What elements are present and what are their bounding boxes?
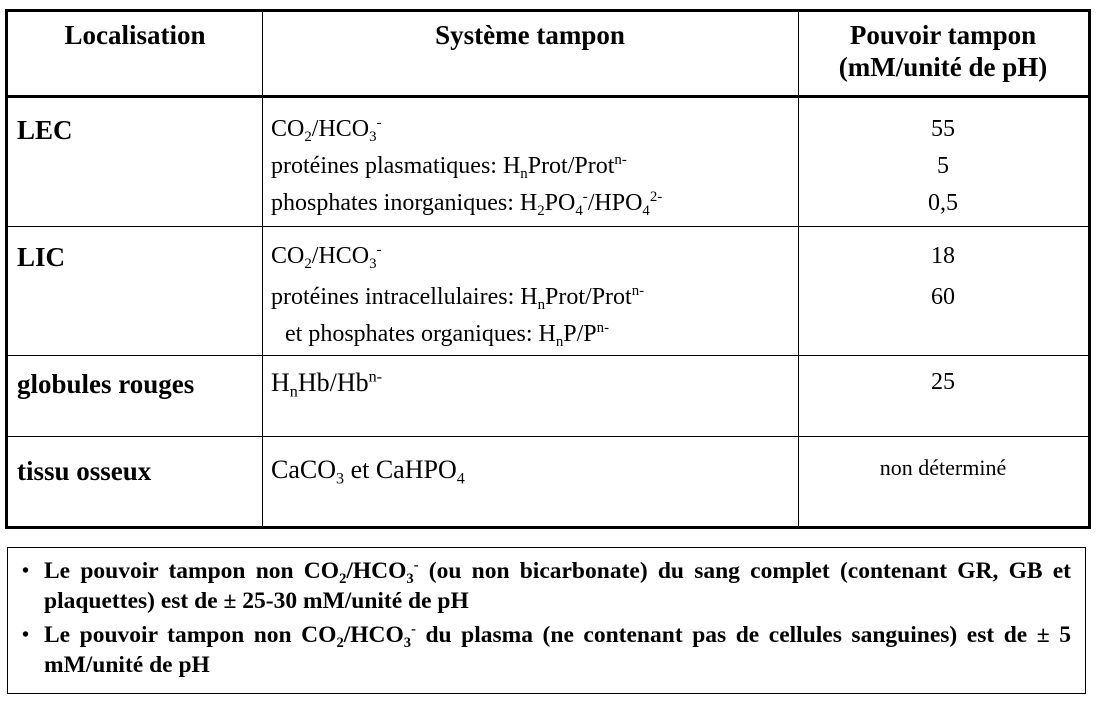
row-globules-rouges-value: 25 [931, 369, 955, 395]
header-systeme-tampon: Système tampon [435, 20, 625, 50]
bullet-icon: • [22, 560, 30, 582]
row-lic-localisation: LIC [17, 242, 66, 272]
header-divider [8, 95, 1088, 98]
row-lec-system-2: protéines plasmatiques: $H_nProt/Prot^{n-}$ [271, 152, 627, 183]
row-lec-value-3: 0,5 [928, 190, 958, 216]
row-divider-3 [8, 436, 1088, 437]
row-tissu-osseux-localisation: tissu osseux [17, 456, 152, 486]
row-lec-value-1: 55 [931, 116, 955, 142]
row-tissu-osseux-value: non déterminé [879, 455, 1007, 480]
note-item-2: • Le pouvoir tampon non $CO_2/HCO_3^-$ du plasma (ne contenant pas de cellules sanguines) est de ± 5 mM/unité de pH [22, 621, 1071, 678]
row-lic-value-2: 60 [931, 284, 955, 310]
row-lic-system-2: protéines intracellulaires: $H_nProt/Prot^{n-}$ [271, 283, 645, 314]
row-tissu-osseux-system: CaCO$_3$ et CaHPO$_4$ [271, 455, 465, 488]
row-globules-rouges-system: $H_nHb/Hb^{n-}$ [271, 368, 383, 401]
header-pouvoir-line2: (mM/unité de pH) [838, 52, 1048, 82]
note-item-1: • Le pouvoir tampon non $CO_2/HCO_3^-$ (ou non bicarbonate) du sang complet (contenant GR, GB et plaquettes) est de ± 25-30 mM/unité de pH [22, 557, 1071, 614]
row-lec-system-3: phosphates inorganiques: $H_2PO_4^-/HPO_4^{2-}$ [271, 189, 663, 220]
header-localisation: Localisation [64, 20, 206, 50]
notes-box [7, 547, 1086, 694]
row-globules-rouges-localisation: globules rouges [17, 369, 195, 399]
row-lic-value-1: 18 [931, 243, 955, 269]
row-lic-system-3: et phosphates organiques: $H_nP/P^{n-}$ [285, 320, 610, 351]
row-lec-value-2: 5 [937, 153, 949, 179]
buffer-table [5, 9, 1091, 529]
header-pouvoir-tampon [798, 19, 1088, 83]
row-lic-system-1: $CO_2/HCO_3^-$ [271, 242, 382, 273]
bullet-icon: • [22, 624, 30, 646]
row-lec-system-1: $CO_2/HCO_3^-$ [271, 115, 382, 146]
row-divider-1 [8, 226, 1088, 227]
row-lec-localisation: LEC [17, 115, 73, 145]
row-divider-2 [8, 355, 1088, 356]
header-pouvoir-line1: Pouvoir tampon [849, 20, 1037, 50]
